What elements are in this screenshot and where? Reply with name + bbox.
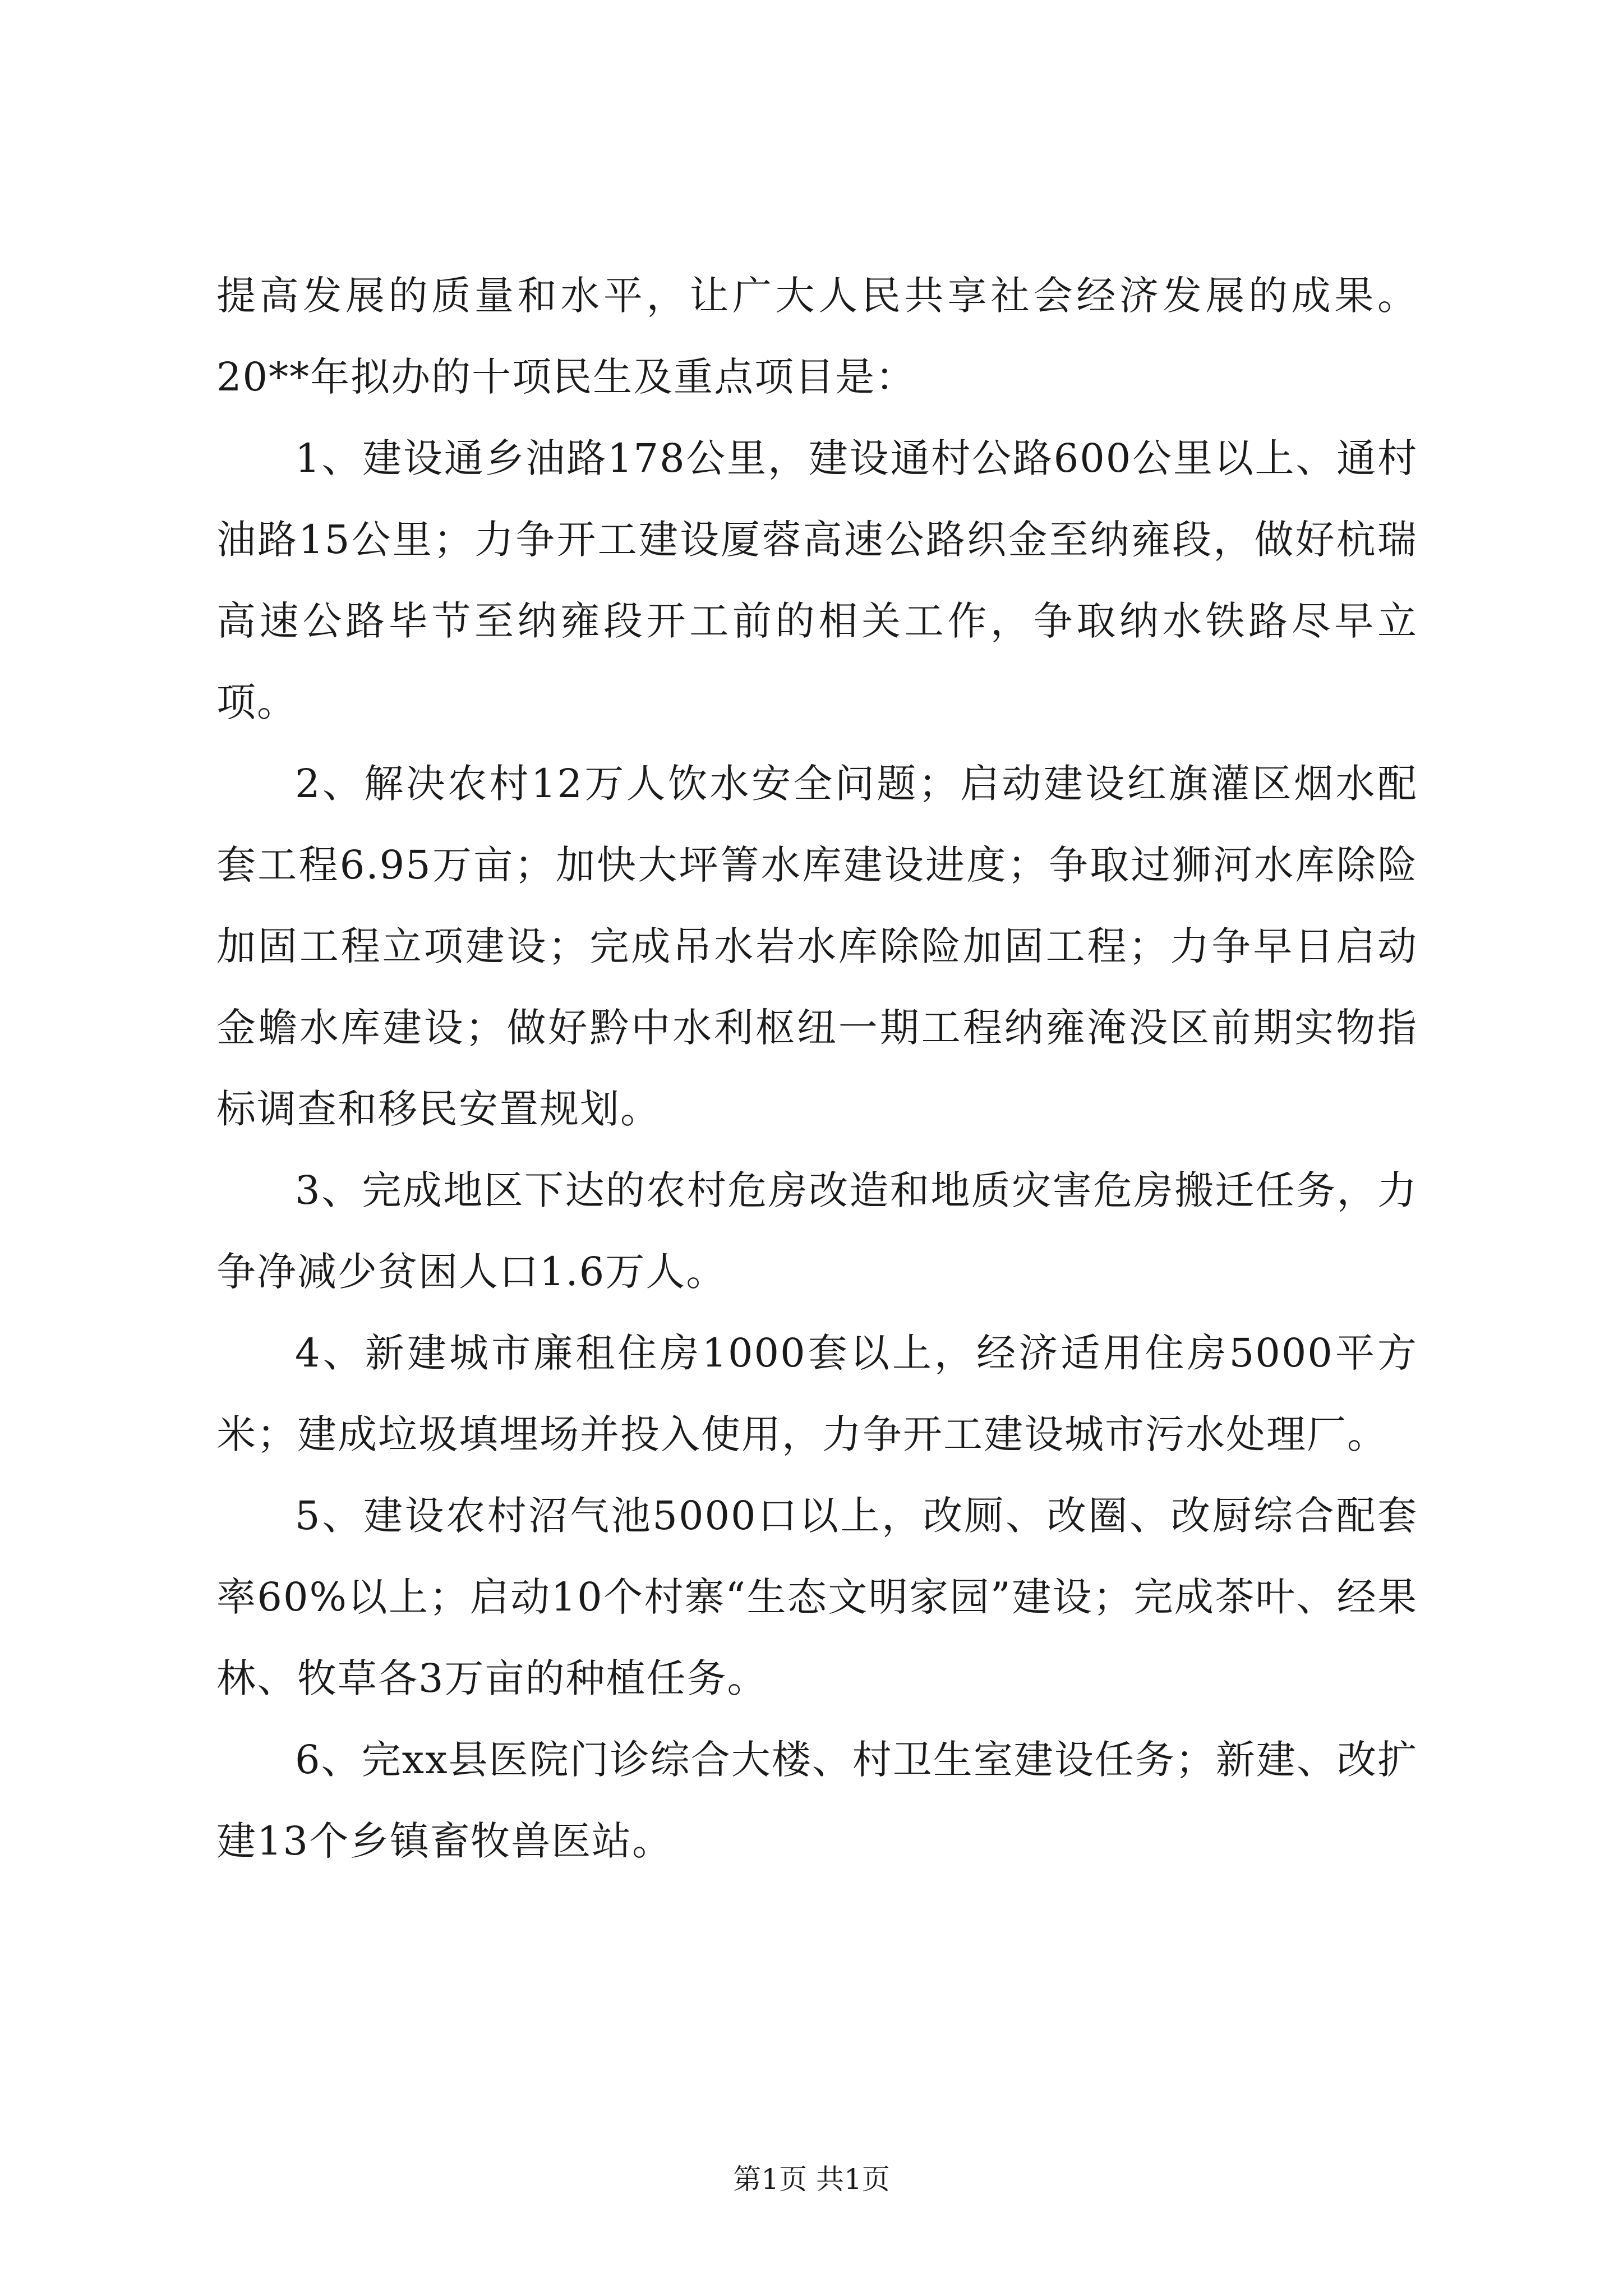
paragraph-intro: 提高发展的质量和水平，让广大人民共享社会经济发展的成果。20**年拟办的十项民生及重点项目是：: [216, 273, 1418, 400]
paragraph-item-4: 4、新建城市廉租住房1000套以上，经济适用住房5000平方米；建成垃圾填埋场并投入使用，力争开工建设城市污水处理厂。: [216, 1330, 1418, 1457]
page-number-footer: 第1页 共1页: [733, 2163, 890, 2196]
paragraph-item-5: 5、建设农村沼气池5000口以上，改厕、改圈、改厨综合配套率60%以上；启动10个村寨“生态文明家园”建设；完成茶叶、经果林、牧草各3万亩的种植任务。: [216, 1493, 1418, 1701]
paragraph-item-1: 1、建设通乡油路178公里，建设通村公路600公里以上、通村油路15公里；力争开工建设厦蓉高速公路织金至纳雍段，做好杭瑞高速公路毕节至纳雍段开工前的相关工作，争取纳水铁路尽早立项。: [216, 435, 1418, 725]
paragraph-item-2: 2、解决农村12万人饮水安全问题；启动建设红旗灌区烟水配套工程6.95万亩；加快大坪箐水库建设进度；争取过狮河水库除险加固工程立项建设；完成吊水岩水库除险加固工程；力争早日启动金蟾水库建设；做好黔中水利枢纽一期工程纳雍淹没区前期实物指标调查和移民安置规划。: [216, 761, 1418, 1132]
paragraph-item-6: 6、完xx县医院门诊综合大楼、村卫生室建设任务；新建、改扩建13个乡镇畜牧兽医站。: [216, 1737, 1418, 1864]
paragraph-item-3: 3、完成地区下达的农村危房改造和地质灾害危房搬迁任务，力争净减少贫困人口1.6万人。: [216, 1167, 1418, 1295]
document-body: [216, 255, 1418, 1882]
